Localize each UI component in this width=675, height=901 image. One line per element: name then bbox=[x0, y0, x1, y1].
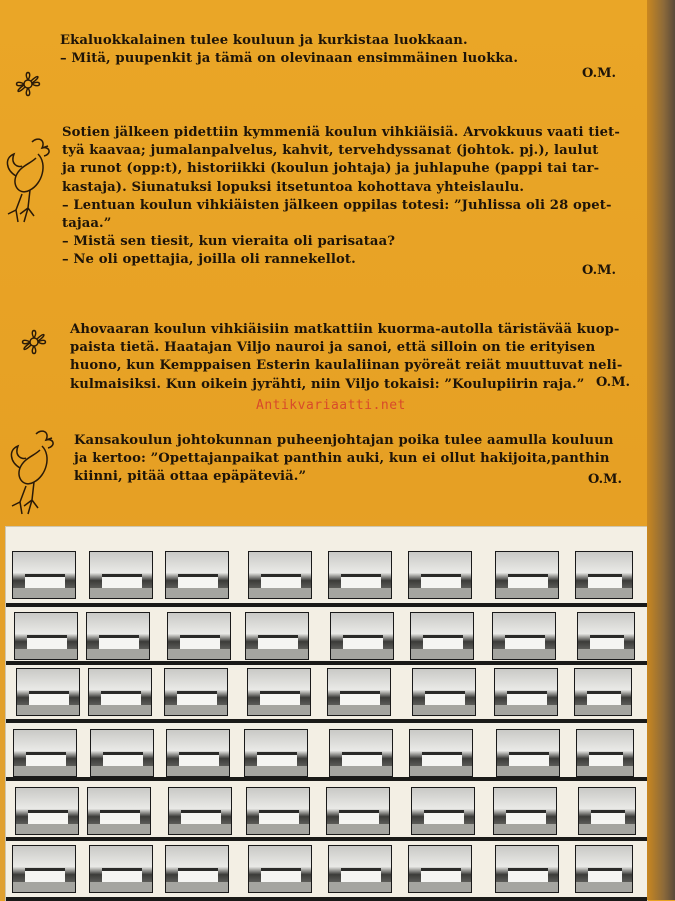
signature: O.M. bbox=[588, 472, 623, 487]
rooster-icon bbox=[2, 134, 56, 230]
film-strip bbox=[6, 837, 647, 841]
school-building-photo bbox=[578, 787, 636, 835]
school-building-photo bbox=[90, 729, 154, 777]
school-building-photo bbox=[244, 729, 308, 777]
watermark: Antikvariaatti.net bbox=[256, 398, 406, 413]
school-building-photo bbox=[86, 612, 150, 660]
school-building-photo bbox=[575, 845, 633, 893]
anecdote-3-line: huono, kun Kemppaisen Esterin kaulaliinan pyöreät reiät muuttuvat neli- bbox=[70, 358, 623, 374]
anecdote-2 bbox=[62, 124, 620, 270]
school-building-photo bbox=[496, 729, 560, 777]
school-building-photo bbox=[328, 551, 392, 599]
anecdote-2-line: – Mistä sen tiesit, kun vieraita oli parisataa? bbox=[62, 234, 396, 250]
school-building-photo bbox=[168, 787, 232, 835]
school-building-photo bbox=[12, 551, 76, 599]
school-building-photo bbox=[575, 551, 633, 599]
flower-icon bbox=[8, 64, 48, 104]
signature: O.M. bbox=[582, 263, 617, 278]
signature: O.M. bbox=[596, 375, 631, 390]
anecdote-2-line: tyä kaavaa; jumalanpalvelus, kahvit, tervehdyssanat (johtok. pj.), laulut bbox=[62, 143, 599, 159]
school-building-photo bbox=[12, 845, 76, 893]
anecdote-3-line: paista tietä. Haatajan Viljo nauroi ja sanoi, että silloin on tie erityisen bbox=[70, 340, 596, 356]
school-building-photo bbox=[248, 551, 312, 599]
school-building-photo bbox=[14, 612, 78, 660]
photo-panel bbox=[6, 527, 647, 900]
school-building-photo bbox=[88, 668, 152, 716]
school-building-photo bbox=[89, 551, 153, 599]
school-building-photo bbox=[326, 787, 390, 835]
school-building-photo bbox=[165, 551, 229, 599]
anecdote-4 bbox=[74, 432, 614, 487]
school-building-photo bbox=[89, 845, 153, 893]
anecdote-2-line: – Lentuan koulun vihkiäisten jälkeen oppilas totesi: ”Juhlissa oli 28 opet- bbox=[62, 197, 612, 213]
page-edge bbox=[647, 0, 675, 900]
flower-icon bbox=[14, 322, 54, 362]
school-building-photo bbox=[329, 729, 393, 777]
rooster-icon bbox=[6, 426, 60, 522]
school-building-photo bbox=[494, 668, 558, 716]
school-building-photo bbox=[409, 729, 473, 777]
anecdote-3-line: kulmaisiksi. Kun oikein jyrähti, niin Viljo tokaisi: ”Koulupiirin raja.” bbox=[70, 376, 585, 392]
school-building-photo bbox=[247, 668, 311, 716]
anecdote-4-line: Kansakoulun johtokunnan puheenjohtajan poika tulee aamulla kouluun bbox=[74, 433, 614, 448]
school-building-photo bbox=[577, 612, 635, 660]
school-building-photo bbox=[411, 787, 475, 835]
school-building-photo bbox=[495, 845, 559, 893]
film-strip bbox=[6, 603, 647, 607]
school-building-photo bbox=[328, 845, 392, 893]
school-building-photo bbox=[13, 729, 77, 777]
school-building-photo bbox=[87, 787, 151, 835]
anecdote-2-line: tajaa.” bbox=[62, 216, 112, 232]
school-building-photo bbox=[327, 668, 391, 716]
anecdote-2-line: – Ne oli opettajia, joilla oli rannekellot. bbox=[62, 252, 356, 268]
school-building-photo bbox=[492, 612, 556, 660]
school-building-photo bbox=[330, 612, 394, 660]
film-strip bbox=[6, 777, 647, 781]
film-strip bbox=[6, 719, 647, 723]
anecdote-1-line: – Mitä, puupenkit ja tämä on olevinaan ensimmäinen luokka. bbox=[60, 51, 519, 67]
anecdote-3-line: Ahovaaran koulun vihkiäisiin matkattiin kuorma-autolla täristävää kuop- bbox=[70, 322, 620, 337]
school-building-photo bbox=[493, 787, 557, 835]
school-building-photo bbox=[408, 845, 472, 893]
anecdote-2-line: kastaja). Siunatuksi lopuksi itsetuntoa kohottava yhteislaulu. bbox=[62, 179, 525, 195]
school-photo-grid bbox=[6, 527, 647, 900]
school-building-photo bbox=[412, 668, 476, 716]
anecdote-2-line: Sotien jälkeen pidettiin kymmeniä koulun vihkiäisiä. Arvokkuus vaati tiet- bbox=[62, 125, 620, 140]
school-building-photo bbox=[410, 612, 474, 660]
anecdote-4-line: kiinni, pitää ottaa epäpäteviä.” bbox=[74, 469, 307, 485]
school-building-photo bbox=[165, 845, 229, 893]
school-building-photo bbox=[248, 845, 312, 893]
school-building-photo bbox=[245, 612, 309, 660]
school-building-photo bbox=[246, 787, 310, 835]
school-building-photo bbox=[495, 551, 559, 599]
anecdote-1 bbox=[60, 32, 518, 68]
school-building-photo bbox=[576, 729, 634, 777]
school-building-photo bbox=[574, 668, 632, 716]
signature: O.M. bbox=[582, 66, 617, 81]
anecdote-1-line: Ekaluokkalainen tulee kouluun ja kurkistaa luokkaan. bbox=[60, 33, 468, 48]
film-strip bbox=[6, 661, 647, 665]
anecdote-4-line: ja kertoo: ”Opettajanpaikat panthin auki, kun ei ollut hakijoita,panthin bbox=[74, 451, 610, 467]
school-building-photo bbox=[167, 612, 231, 660]
film-strip bbox=[6, 897, 647, 901]
anecdote-2-line: ja runot (opp:t), historiikki (koulun johtaja) ja juhlapuhe (pappi tai tar- bbox=[62, 161, 600, 177]
school-building-photo bbox=[164, 668, 228, 716]
school-building-photo bbox=[16, 668, 80, 716]
anecdote-3 bbox=[70, 321, 622, 394]
school-building-photo bbox=[166, 729, 230, 777]
school-building-photo bbox=[15, 787, 79, 835]
school-building-photo bbox=[408, 551, 472, 599]
